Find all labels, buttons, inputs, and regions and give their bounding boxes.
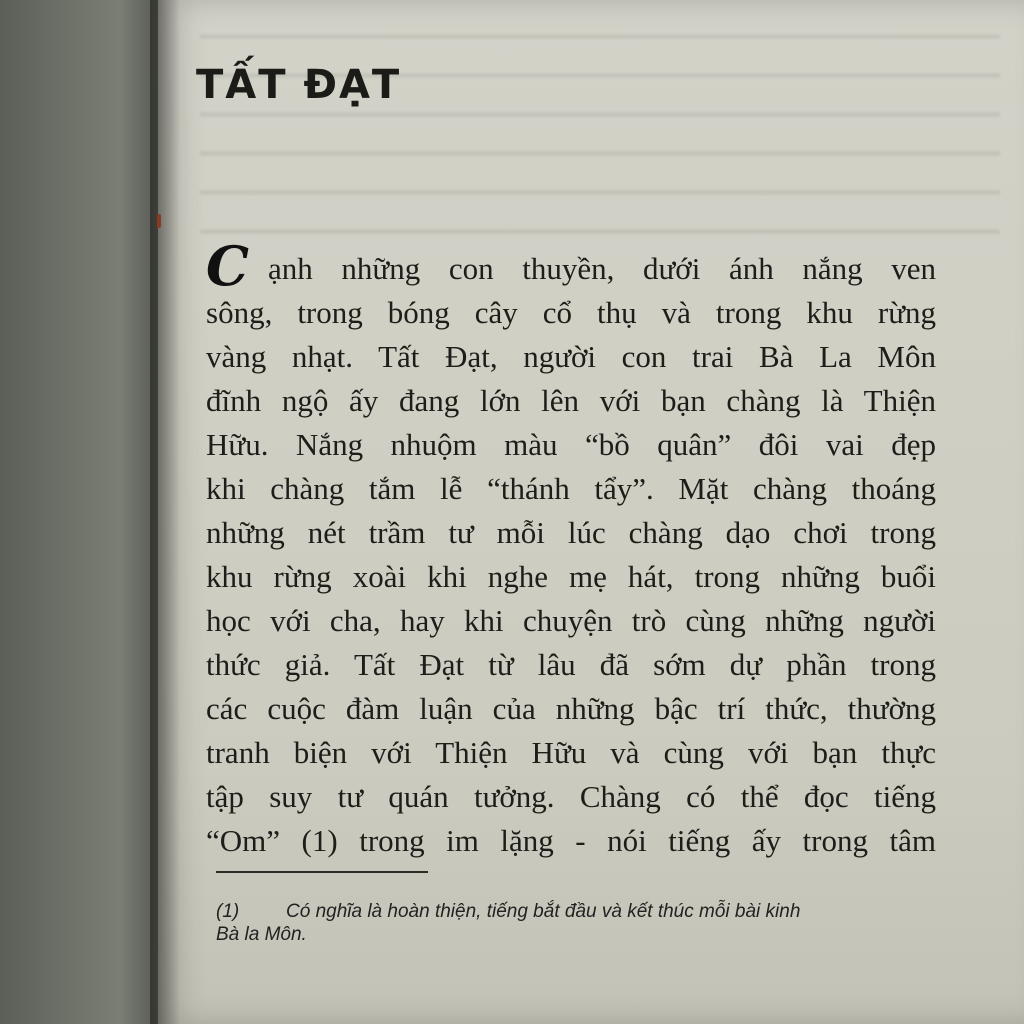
- text-line: khi chàng tắm lễ “thánh tẩy”. Mặt chàng thoáng: [206, 471, 936, 506]
- spine-shadow: [150, 0, 180, 1024]
- text-line: vàng nhạt. Tất Đạt, người con trai Bà La Môn: [206, 339, 936, 374]
- text-line: “Om” (1) trong im lặng - nói tiếng ấy trong tâm: [206, 823, 936, 858]
- left-page: [0, 0, 160, 1024]
- text-line: tranh biện với Thiện Hữu và cùng với bạn thực: [206, 735, 936, 770]
- footnote-divider: [216, 871, 428, 873]
- show-through-text: [200, 0, 1000, 260]
- text-line: đĩnh ngộ ấy đang lớn lên với bạn chàng là Thiện: [206, 383, 936, 418]
- footnote-text-continued: Bà la Môn.: [216, 924, 307, 945]
- footnote-line: [216, 900, 936, 923]
- text-line: ạnh những con thuyền, dưới ánh nắng ven: [268, 251, 936, 286]
- text-line: học với cha, hay khi chuyện trò cùng những người: [206, 603, 936, 638]
- drop-cap: C: [206, 234, 249, 298]
- text-line: khu rừng xoài khi nghe mẹ hát, trong những buổi: [206, 559, 936, 594]
- footnote-number: (1): [216, 901, 240, 922]
- footnote: [216, 900, 936, 946]
- text-line: các cuộc đàm luận của những bậc trí thức, thường: [206, 691, 936, 726]
- chapter-title: TẤT ĐẠT: [196, 62, 402, 108]
- text-line: Hữu. Nắng nhuộm màu “bồ quân” đôi vai đẹp: [206, 427, 936, 462]
- text-line: sông, trong bóng cây cổ thụ và trong khu rừng: [206, 295, 936, 330]
- body-paragraph: [206, 247, 936, 863]
- text-line: thức giả. Tất Đạt từ lâu đã sớm dự phần trong: [206, 647, 936, 682]
- footnote-text: Có nghĩa là hoàn thiện, tiếng bắt đầu và kết thúc mỗi bài kinh: [286, 901, 801, 922]
- page-stain: [157, 214, 161, 228]
- text-line: những nét trầm tư mỗi lúc chàng dạo chơi trong: [206, 515, 936, 550]
- text-line: tập suy tư quán tưởng. Chàng có thể đọc tiếng: [206, 779, 936, 814]
